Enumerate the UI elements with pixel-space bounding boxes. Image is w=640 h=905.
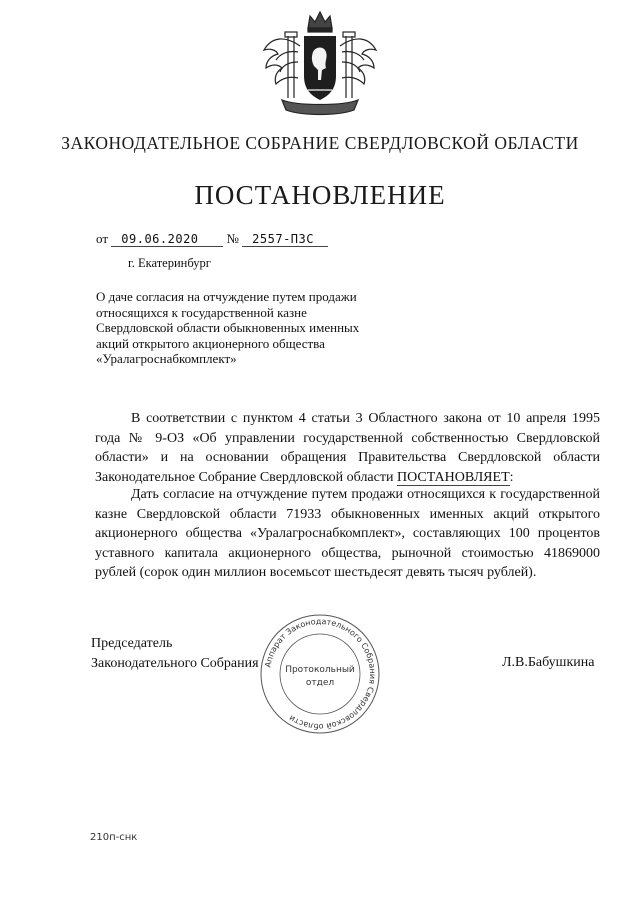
- date-prefix: от: [96, 231, 109, 246]
- date-number-row: [96, 231, 328, 247]
- footer-code: 210п-снк: [90, 832, 138, 843]
- signatory-name: Л.В.Бабушкина: [502, 655, 595, 670]
- document-subject: О даче согласия на отчуждение путем продажи относящихся к государственной казне Свердловской области обыкновенных именных акций открытого акционерного общества «Уралагроснабкомплект»: [96, 289, 360, 367]
- document-number: 2557-ПЗС: [242, 232, 328, 247]
- city-line: г. Екатеринбург: [128, 256, 211, 270]
- body-paragraph-2: Дать согласие на отчуждение путем продажи относящихся к государственной казне Свердловской области 71933 обыкновенных именных акций открытого акционерного общества «Уралагроснабкомплект», составляющих 100 процентов уставного капитала акционерного общества, рыночной стоимостью 41869000 рублей (сорок один миллион восемьсот шестьдесят девять тысяч рублей).: [95, 487, 600, 580]
- signatory-title: [91, 634, 259, 674]
- organization-title: ЗАКОНОДАТЕЛЬНОЕ СОБРАНИЕ СВЕРДЛОВСКОЙ ОБЛАСТИ: [61, 133, 579, 153]
- stamp-ring-text: Аппарат Законодательного Собрания Свердловской области: [263, 616, 378, 732]
- body-paragraph-1: [95, 409, 600, 487]
- signatory-title-line-2: Законодательного Собрания: [91, 656, 259, 671]
- document-type-title: ПОСТАНОВЛЕНИЕ: [194, 180, 446, 210]
- paragraph-1-text: В соответствии с пунктом 4 статьи 3 Областного закона от 10 апреля 1995 года № 9-ОЗ «Об управлении государственной собственностью Свердловской области» и на основании обращения Правительства Свердловской области Законодательное Собрание Свердловской области: [95, 411, 600, 485]
- stamp-icon: [258, 612, 382, 736]
- signatory-title-line-1: Председатель: [91, 636, 173, 651]
- stamp-center-line-2: отдел: [305, 678, 335, 688]
- coat-of-arms-icon: [258, 6, 382, 124]
- stamp-center-line-1: Протокольный: [285, 665, 355, 675]
- decree-keyword: ПОСТАНОВЛЯЕТ: [396, 469, 510, 485]
- number-prefix: №: [226, 231, 239, 246]
- document-date: 09.06.2020: [111, 232, 223, 247]
- paragraph-1-end: :: [509, 469, 514, 485]
